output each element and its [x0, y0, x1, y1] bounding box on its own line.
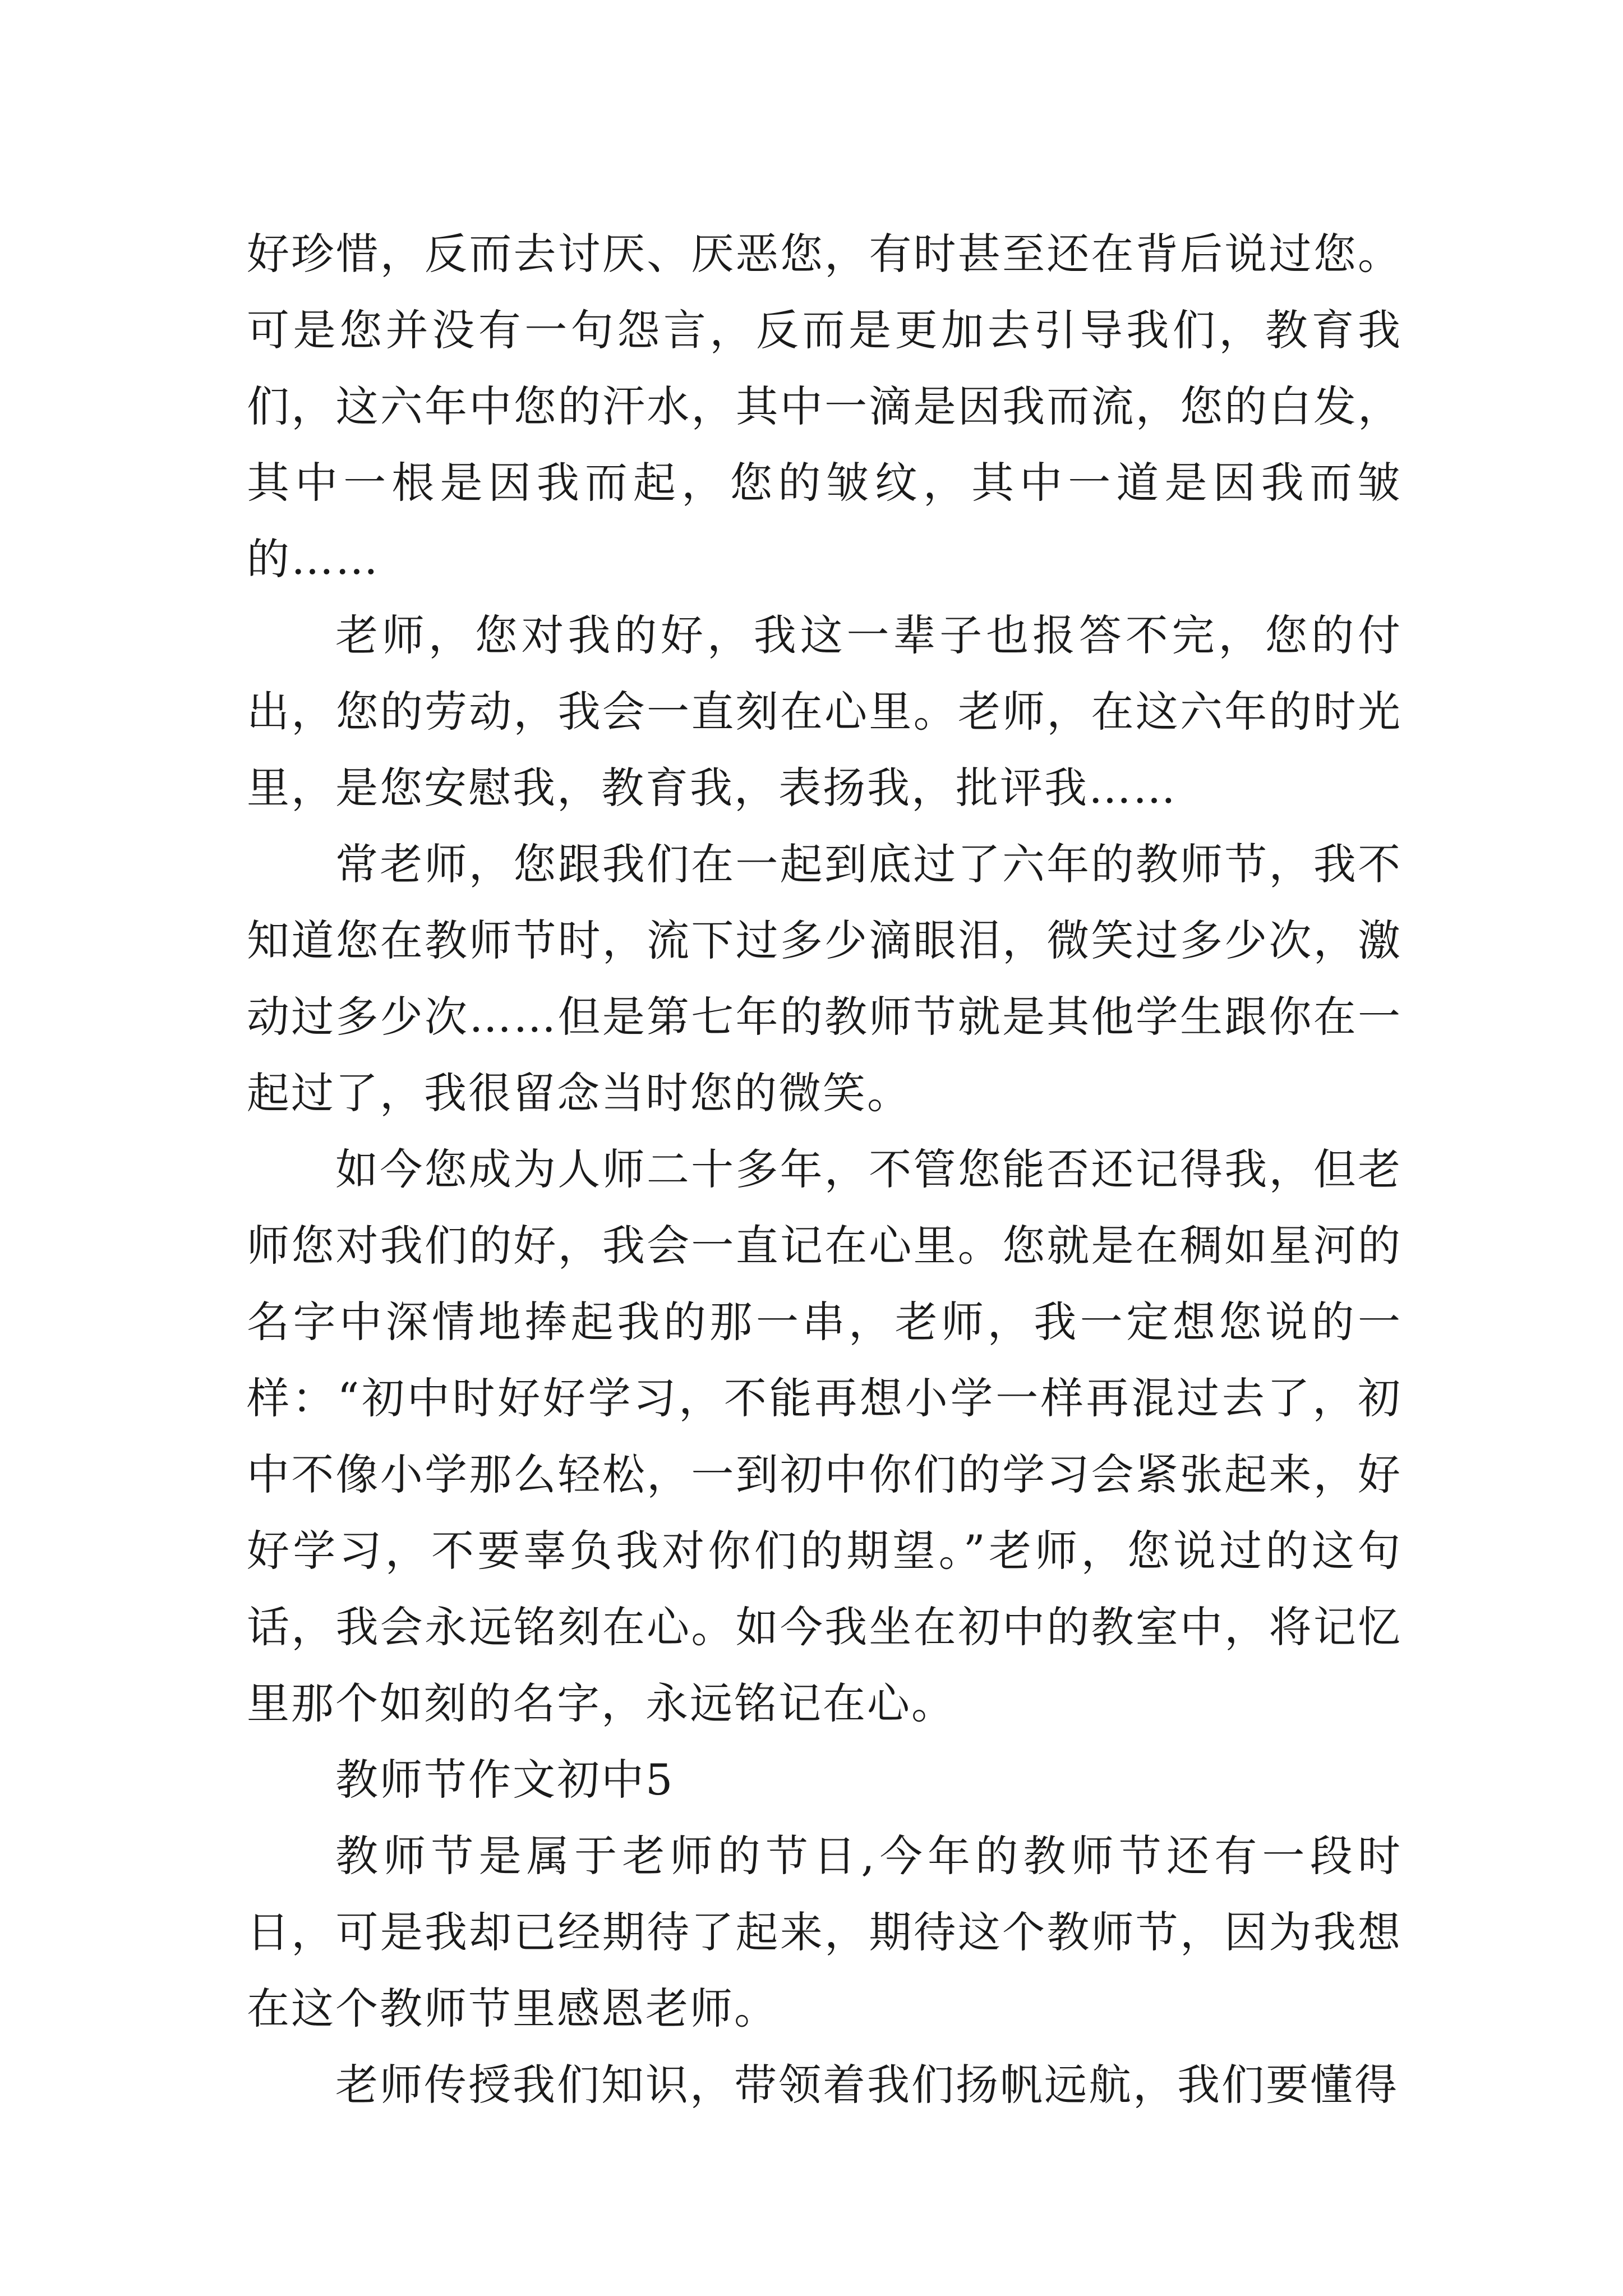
- paragraph: 常老师，您跟我们在一起到底过了六年的教师节，我不知道您在教师节时，流下过多少滴眼泪，微笑过多少次，激动过多少次……但是第七年的教师节就是其他学生跟你在一起过了，我很留念当时您的微笑。: [247, 839, 1402, 1118]
- paragraph: 老师，您对我的好，我这一辈子也报答不完，您的付出，您的劳动，我会一直刻在心里。老师，在这六年的时光里，是您安慰我，教育我，表扬我，批评我……: [247, 610, 1402, 813]
- paragraph: 老师传授我们知识，带领着我们扬帆远航，我们要懂得: [335, 2060, 1399, 2110]
- document-body: [247, 216, 1402, 2123]
- paragraph: 如今您成为人师二十多年，不管您能否还记得我，但老师您对我们的好，我会一直记在心里。您就是在稠如星河的名字中深情地捧起我的那一串，老师，我一定想您说的一样：“初中时好好学习，不能再想小学一样再混过去了，初中不像小学那么轻松，一到初中你们的学习会紧张起来，好好学习，不要辜负我对你们的期望。”老师，您说过的这句话，我会永远铭刻在心。如今我坐在初中的教室中，将记忆里那个如刻的名字，永远铭记在心。: [247, 1144, 1402, 1728]
- paragraph: 好珍惜，反而去讨厌、厌恶您，有时甚至还在背后说过您。可是您并没有一句怨言，反而是更加去引导我们，教育我们，这六年中您的汗水，其中一滴是因我而流，您的白发，其中一根是因我而起，您的皱纹，其中一道是因我而皱的……: [247, 229, 1402, 584]
- section-heading: 教师节作文初中5: [335, 1755, 675, 1805]
- paragraph: 教师节是属于老师的节日,今年的教师节还有一段时日，可是我却已经期待了起来，期待这个教师节，因为我想在这个教师节里感恩老师。: [247, 1831, 1402, 2033]
